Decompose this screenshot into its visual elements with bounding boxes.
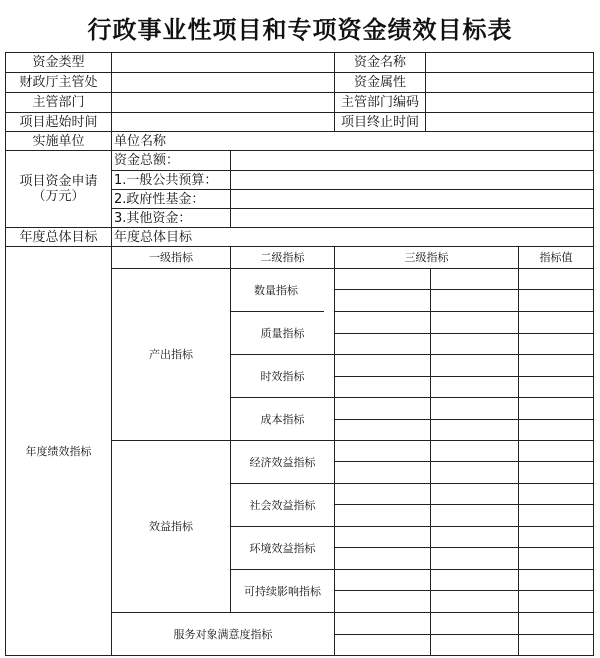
label-implementing-unit: 实施单位	[32, 133, 85, 149]
label-fund-name: 资金名称	[353, 55, 406, 70]
label-finance-dept: 财政厅主管处	[19, 75, 98, 90]
fund-application-unit: （万元）	[32, 189, 85, 204]
value-competent-dept[interactable]	[112, 93, 334, 112]
value-fund-attribute[interactable]	[426, 73, 593, 92]
header-indicator-value: 指标值	[539, 251, 573, 264]
value-finance-dept[interactable]	[112, 73, 334, 92]
fund-item-government-fund: 2.政府性基金：	[114, 191, 205, 207]
level2-timeliness: 时效指标	[260, 369, 305, 383]
label-fund-attribute: 资金属性	[353, 75, 406, 90]
label-competent-dept: 主管部门	[32, 95, 85, 110]
fund-item-general-budget: 1.一般公共预算：	[114, 172, 218, 188]
fund-item-other: 3.其他资金：	[114, 210, 192, 226]
value-annual-goal[interactable]: 年度总体目标	[114, 229, 193, 245]
level2-environmental: 环境效益指标	[249, 541, 316, 555]
value-fund-type[interactable]	[112, 53, 334, 72]
header-level1: 一级指标	[149, 251, 193, 264]
level1-benefit: 效益指标	[149, 520, 193, 533]
header-level3: 三级指标	[404, 251, 449, 264]
level2-sustainable: 可持续影响指标	[244, 584, 321, 598]
page-title: 行政事业性项目和专项资金绩效目标表	[87, 15, 513, 44]
level2-quantity: 数量指标	[254, 283, 298, 297]
value-project-start[interactable]	[112, 113, 334, 131]
level2-social: 社会效益指标	[249, 498, 316, 512]
label-fund-type: 资金类型	[32, 55, 85, 70]
label-project-end: 项目终止时间	[340, 114, 419, 130]
fund-item-total: 资金总额：	[114, 153, 180, 168]
level2-cost: 成本指标	[260, 412, 305, 426]
label-fund-application	[6, 151, 111, 227]
level1-output: 产出指标	[149, 348, 193, 361]
label-annual-goal: 年度总体目标	[19, 229, 98, 245]
header-level2: 二级指标	[260, 251, 305, 264]
level2-quality: 质量指标	[260, 326, 305, 340]
value-fund-name[interactable]	[426, 53, 593, 72]
label-project-start: 项目起始时间	[19, 114, 98, 130]
value-project-end[interactable]	[426, 113, 593, 131]
label-competent-dept-code: 主管部门编码	[340, 95, 419, 110]
level2-economic: 经济效益指标	[249, 455, 316, 469]
level1-satisfaction: 服务对象满意度指标	[173, 627, 273, 641]
value-unit-name[interactable]: 单位名称	[114, 133, 167, 149]
fund-application-label: 项目资金申请	[19, 174, 98, 189]
label-annual-performance: 年度绩效指标	[25, 444, 92, 458]
value-competent-dept-code[interactable]	[426, 93, 593, 112]
